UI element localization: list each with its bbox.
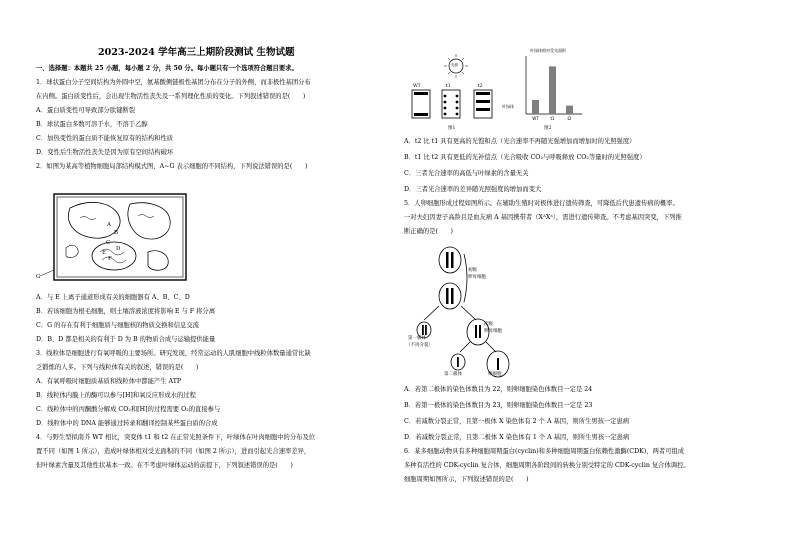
q1-option-a: A．蛋白质变性可导致部分肽键断裂 — [36, 107, 136, 114]
q5-option-d: D．若减数分裂正常，且第二极体 X 染色体有 1 个 A 基因，则所生男孩一定患病 — [404, 434, 630, 441]
bar-t2 — [566, 106, 573, 114]
q5-option-c: C．若减数分裂正常，且第一极体 X 染色体有 2 个 A 基因，则所生男孩一定患病 — [404, 418, 630, 425]
egg-cell-label: 卵细胞 — [488, 372, 502, 377]
q5-option-b: B．若第一极体的染色体数目为 23，则卵细胞染色体数目一定是 23 — [404, 402, 593, 409]
sun-label: 光照 — [451, 63, 458, 67]
fig2-title: 叶绿体相对受光面积 — [530, 48, 566, 53]
q3-stem-line1: 3．线粒体是细胞进行有氧呼吸的主要场所。研究发现，经常运动的人肌细胞中线粒体数量通常比缺 — [36, 350, 311, 357]
fig1-label-t2: t2 — [478, 84, 483, 89]
q2-option-b: B．若该细胞为根毛细胞，则土壤溶液浓度将影响 E 与 F 将分离 — [36, 308, 216, 315]
oogenesis-figure — [410, 244, 514, 384]
bar-t1 — [549, 66, 556, 114]
q3-option-b: B．线粒体内膜上的酶可以参与[H]和氧反应形成水的过程 — [36, 392, 196, 399]
q6-stem-line2: 多种有活性的 CDK-cyclin 复合体，细胞周期各阶段间的转换分别受特定的 CDK-cyclin 复合体调控。 — [404, 462, 690, 469]
q4-stem-line3: 但叶绿素含量及其他性状基本一致。在不考虑叶绿体运动的前提下，下列叙述错误的是( ) — [36, 462, 293, 469]
secondary-oocyte-label1: 次级 — [484, 322, 493, 327]
q1-option-b: B．球状蛋白多数可溶于水，不溶于乙醇 — [36, 121, 148, 128]
fig-label-c: C — [106, 240, 111, 246]
q5-stem-line1: 5．人卵细胞形成过程如图所示。在辅助生殖时对极体进行遗传筛查，可降低后代患遗传病的概率。 — [404, 200, 679, 207]
q4-stem-line2: 置不同（如图 1 所示），造成叶绿体相对受光面积的不同（如图 2 所示），进而引起光合速率差异， — [36, 448, 311, 455]
q3-option-a: A．有氧呼吸时细胞质基质和线粒体中都能产生 ATP — [36, 378, 182, 385]
bar-label-t2: t2 — [567, 116, 572, 121]
q6-stem-line1: 6．某多细胞动物具有多种细胞周期蛋白(cyclin)和多种细胞周期蛋白依赖性激酶(CDK)，两者可组成 — [404, 448, 685, 455]
fig1-label-wt: WT — [413, 84, 421, 89]
q3-option-c: C．线粒体中的丙酮酸分解成 CO₂和[H]的过程需要 O₂的直接参与 — [36, 406, 221, 413]
primary-oocyte-label2: 卵母细胞 — [468, 275, 486, 280]
fig-label-f: F — [108, 256, 112, 262]
chloroplast-label: 叶绿体 — [502, 104, 514, 109]
bar-wt — [532, 100, 539, 114]
second-polar-body-label: 第二极体 — [444, 372, 462, 377]
section-heading: 一、选择题：本题共 25 小题，每小题 2 分，共 50 分。每小题只有一个选项符合题目要求。 — [36, 65, 298, 72]
q4-stem-line1: 4．与野生型拟南芥 WT 相比，突变体 t1 和 t2 在正常光照条件下，叶绿体在叶肉细胞中的分布及位 — [36, 434, 316, 441]
plant-cell-figure — [40, 188, 190, 286]
fig-label-b: B — [114, 230, 119, 236]
q6-stem-line3: 细胞周期如图所示，下列叙述错误的是( ) — [404, 476, 529, 483]
fig-label-d: D — [116, 246, 121, 252]
fig-label-e: E — [102, 250, 107, 256]
fig1-caption: 图1 — [448, 126, 456, 131]
q1-stem-line2: 在内侧。蛋白质变性后，会出现生物活性丧失及一系列理化性质的变化。下列叙述错误的是( ) — [36, 93, 306, 100]
q5-stem-line3: 断正确的是( ) — [404, 228, 453, 235]
primary-oocyte-label1: 初级 — [468, 268, 477, 273]
fig1-label-t1: t1 — [446, 84, 451, 89]
q2-option-c: C．G 的存在有利于细胞质与细胞核的物质交换和信息交流 — [36, 322, 199, 329]
q2-stem: 2．如图为某高等植物细胞局部结构模式图，A~G 表示细胞的不同结构，下列说法错误的是( ) — [36, 163, 308, 170]
q1-option-c: C．加热变性的蛋白质不能恢复原有的结构和性质 — [36, 135, 174, 142]
q4-option-a: A．t2 比 t1 具有更高的光饱和点（光合速率不再随光强增加而增加时的光照强度） — [404, 138, 636, 145]
fig2-caption: 图2 — [544, 126, 552, 131]
bar-label-wt: WT — [532, 116, 539, 121]
q2-option-d: D．B、D 都是相关的有利于 D 为 B 的物质合成与运输提供能量 — [36, 336, 216, 343]
q5-stem-line2: 一对夫妇因妻子高龄且是血友病 A 基因携带者（XᴬXᵃ），需进行遗传筛查。不考虑基因突变，下列推 — [404, 214, 682, 221]
q1-option-d: D．变性后生物活性丧失是因为原有空间结构破坏 — [36, 149, 174, 156]
q4-option-c: C．三者光合速率的高低与叶绿素的含量无关 — [404, 170, 529, 177]
page-title: 2023-2024 学年高三上期阶段测试 生物试题 — [98, 47, 295, 58]
bar-label-t1: t1 — [550, 116, 555, 121]
q1-stem-line1: 1．球状蛋白分子空间结构为外圆中空，氨基酸侧链极性基团分布在分子的外侧，而非极性基团分布 — [36, 79, 311, 86]
first-polar-body-note: （不再分裂） — [406, 343, 433, 348]
q3-stem-line2: 乏锻炼的人多。下列与线粒体有关的叙述，错误的是( ) — [36, 364, 199, 371]
first-polar-body-label: 第一极体 — [408, 336, 426, 341]
q5-option-a: A．若第二极体的染色体数目为 22，则卵细胞染色体数目一定是 24 — [404, 386, 593, 393]
light-area-bar-chart — [522, 54, 584, 122]
fig-label-a: A — [107, 222, 111, 228]
q2-option-a: A．与 E 上离子通道形成有关的细胞器有 A、B、C、D — [36, 294, 190, 301]
fig-label-g: G — [36, 274, 41, 280]
q4-option-d: D．三者光合速率的差异随光照强度的增加而变大 — [404, 186, 542, 193]
secondary-oocyte-label2: 卵母细胞 — [484, 329, 502, 334]
q3-option-d: D．线粒体中的 DNA 能够通过转录和翻译控制某些蛋白质的合成 — [36, 420, 218, 427]
q4-option-b: B．t1 比 t2 具有更低的光补偿点（光合吸收 CO₂与呼吸释放 CO₂等量时的光照强度） — [404, 154, 646, 161]
